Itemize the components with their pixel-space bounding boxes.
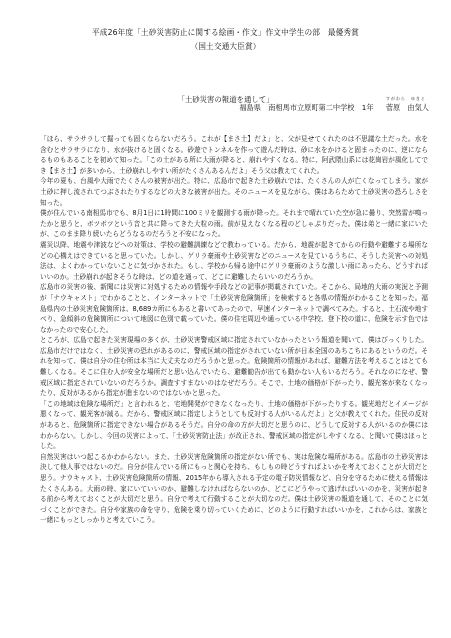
essay-body	[40, 134, 428, 526]
essay-paragraph: 広島市の災害の後、新聞には災害に対処するための情報や手段などの記事が掲載されていた。そこから、局地的大雨の実況と予測が「ナウキャスト」でわかることと、インターネットで「土砂災害危険箇所」を検索すると各県の情報がわかることを知った。福島県内の土砂災害危険箇所は、8,689カ所にもあると書いてあったので、早速インターネットで調べてみた。すると、土石流や地すべり、急傾斜の危険箇所について地図に色別で載っていた。僕の住宅周辺や通っている中学校、登下校の道に、危険を示す色ではなかったので安心した。	[40, 283, 428, 334]
author-name: 菅原 由気人	[385, 103, 429, 112]
essay-paragraph: 自然災害はいつ起こるかわからない。また、土砂災害危険箇所の指定がない所でも、実は危険な場所がある。広島市の土砂災害は決して他人事ではないのだ。自分が住んでいる所にもっと関心を持ち、もしもの時どうすればよいかを考えておくことが大切だと思う。ナウキャスト、土砂災害危険箇所の情報、2015年から導入される予定の電子防災情報など、自分を守るために使える情報はたくさんある。大雨の時、家にいていいのか、避難しなければならないのか、どこにどうやって逃げればいいのかを、災害が起きる前から考えておくことが大切だと思う。自分で考えて行動することが大切なのだ。僕は土砂災害の報道を通して、そのことに気づくことができた。自分や家族の命を守り、危険を乗り切っていくために、どのように行動すればいいかを、これからは、家族と一緒にもっとしっかりと考えていこう。	[40, 452, 428, 525]
award-header	[0, 26, 451, 54]
essay-paragraph: 僕が住んでいる南相馬市でも、8月1日に1時間に100ミリを観測する雨が降った。それまで晴れていた空が急に曇り、突然雷が鳴ったかと思うと、ボツボツという音と共に降ってきた大粒の雨。前が見えなくなる程のどしゃぶりだった。僕は弟と一緒に家にいたが、このまま降り続いたらどうなるのだろうと不安になった。	[40, 209, 428, 239]
essay-paragraph: ところが、広島で起きた災害現場の多くが、土砂災害警戒区域に指定されていなかったという報道を聞いて、僕はびっくりした。広島市だけではなく、土砂災害の恐れがあるのに、警戒区域の指定がされていない所が日本全国のあちこちにあるというのだ。それを知って、僕は自分の住む所は本当に大丈夫なのだろうかと思った。危険箇所の情報があれば、避難方法を考えることはとても難しくなる。そこに住む人が安全な場所だと思い込んでいたら、避難勧告が出ても動かない人もいるだろう。それなのになぜ、警戒区域に指定されていないのだろうか。調査すすまないのはなぜだろう。そこで、土地の価格が下がったり、観光客が来なくなったり、反対があるから指定が進まないのではないかと思った。	[40, 336, 428, 398]
author-school: 南相馬市立原町第二中学校	[268, 103, 355, 112]
author-name-ruby: すがわら ゆきと	[385, 96, 426, 101]
award-title: 平成26年度「土砂災害防止に関する絵画・作文」作文中学生の部 最優秀賞	[92, 28, 359, 37]
author-line	[234, 96, 429, 113]
essay-title: 「土砂災害の報道を通して」	[177, 95, 274, 104]
essay-paragraph: 震災以降、地震や津波などへの対策は、学校の避難訓練などで教わっている。だから、地震が起きてからの行動や避難する場所などの心構えはできていると思っていた。しかし、ゲリラ豪雨や土砂災害などのニュースを見ているうちに、そうした災害への対処法は、よくわかっていないことに気づかされた。もし、学校から帰る途中にゲリラ豪雨のような激しい雨にあったら、どうすればいいのか。土砂崩れが起きそうな時は、どの道を通って、どこに避難したらいいのだろうか。	[40, 240, 428, 281]
award-subtitle: （国土交通大臣賞）	[190, 42, 261, 51]
author-grade: 1年	[361, 103, 374, 112]
author-name-wrap	[381, 96, 429, 112]
essay-paragraph: 「この地域は危険な場所だ」と言われると、宅地開発ができなくなったり、土地の価格が下がったりする。観光地だとイメージが悪くなって、観光客が減る。だから、警戒区域に指定しようとしても反対する人がいるんだよ」と父が教えてくれた。住民の反対があると、危険箇所に指定できない場合があるそうだ。自分の命の方が大切だと思うのに、どうして反対する人がいるのか僕にはわからない。しかし、今回の災害によって、「土砂災害防止法」が改正され、警戒区域の指定がしやすくなる、と聞いて僕はほっとした。	[40, 399, 428, 451]
author-prefecture: 福島県	[239, 103, 261, 112]
essay-paragraph: 「ほら、サラサラして掘っても固くならないだろう。これが【まさ土】だよ」と、父が見せてくれたのは不思議な土だった。水を含むとサラサラになり、水が抜けると固くなる。砂遊でトンネルを作って遊んだ時は、砂に水をかけると固まったのに、逆にならるものもあることを初めて知った。「この土がある所に大雨が降ると、崩れやすくなる。特に、阿武隈山系には花崗岩が風化してでき【まさ土】が多いから、土砂崩れしやすい所がたくさんあるんだよ」そう父は教えてくれた。	[40, 135, 428, 175]
essay-paragraph: 今年の夏も、台風や大雨でたくさんの被害が出た。特に、広島市で起きた土砂崩れでは、たくさんの人が亡くなってしまう。家が土砂に押し流されてつぶされたりするなどの大きな被害が出た。そのニュースを見ながら、僕はあらためて土砂災害の恐ろしさを知った。	[40, 177, 428, 207]
